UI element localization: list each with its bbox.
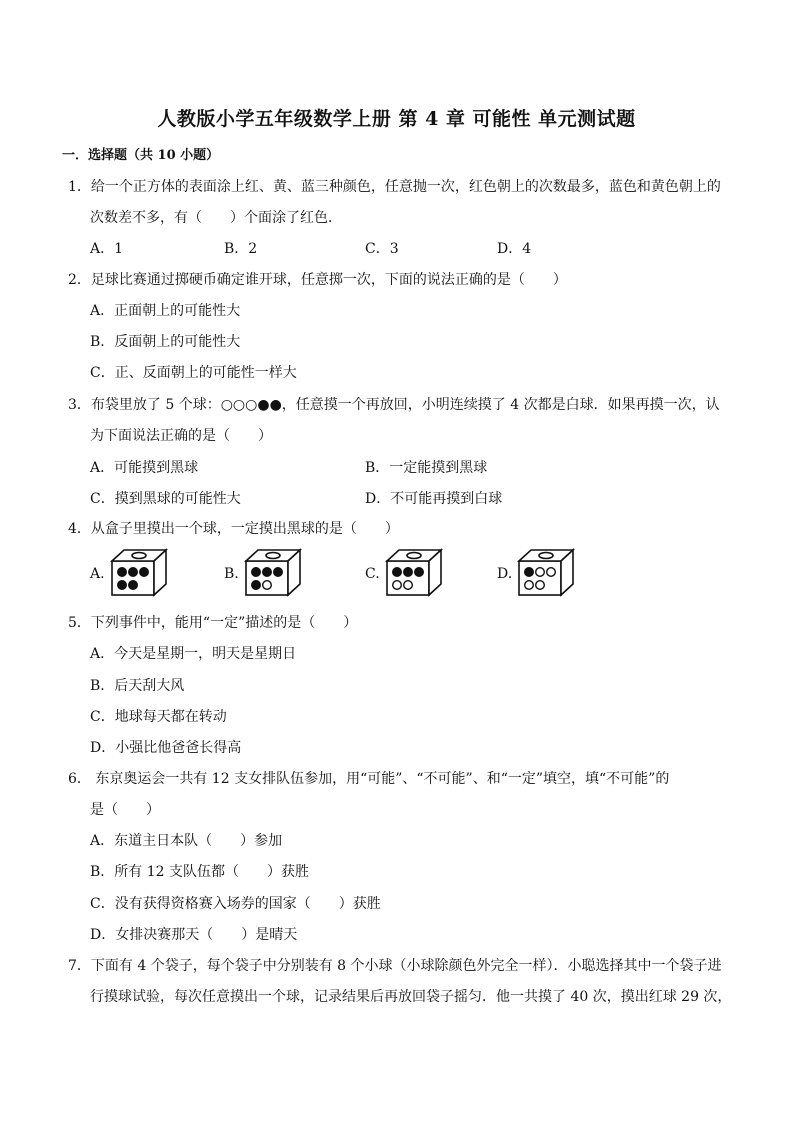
q5-option-d: D．小强比他爸爸长得高 — [90, 740, 242, 756]
black-ball — [404, 568, 413, 577]
document-title: 人教版小学五年级数学上册 第 4 章 可能性 单元测试题 — [157, 108, 636, 130]
box-opening — [407, 553, 421, 559]
black-ball — [393, 568, 402, 577]
q2-option-b: B．反面朝上的可能性大 — [90, 334, 241, 350]
white-ball — [404, 581, 413, 590]
section-heading: 一．选择题（共 10 小题） — [62, 148, 220, 163]
black-ball — [263, 568, 272, 577]
white-ball — [525, 581, 534, 590]
question-7-line-2: 行摸球试验，每次任意摸出一个球，记录结果后再放回袋子摇匀．他一共摸了 40 次，摸出红球 29 次， — [90, 989, 732, 1005]
q3-option-c: C．摸到黑球的可能性大 — [90, 491, 241, 507]
ball-box-a-figure — [110, 548, 172, 598]
black-ball — [118, 568, 127, 577]
q5-option-b: B．后天刮大风 — [90, 678, 185, 694]
question-3-line-1: 3．布袋里放了 5 个球：○○○●●，任意摸一个再放回，小明连续摸了 4 次都是白球．如果再摸一次，认 — [68, 397, 720, 413]
q3-option-a: A．可能摸到黑球 — [90, 460, 199, 476]
white-ball — [393, 581, 402, 590]
question-2-line-1: 2．足球比赛通过掷硬币确定谁开球，任意掷一次，下面的说法正确的是（ ） — [68, 272, 567, 288]
black-ball — [415, 568, 424, 577]
q4-option-b-label: B. — [224, 566, 239, 582]
question-6-line-1: 6． 东京奥运会一共有 12 支女排队伍参加，用“可能”、“不可能”、和“一定”填空，填“不可能”的 — [68, 771, 670, 787]
q3-option-b: B．一定能摸到黑球 — [365, 460, 488, 476]
black-ball — [140, 568, 149, 577]
q4-option-b — [224, 548, 354, 598]
white-ball — [536, 568, 545, 577]
black-ball — [129, 568, 138, 577]
black-ball — [252, 568, 261, 577]
question-6-line-2: 是（ ） — [90, 802, 160, 818]
black-ball — [525, 568, 534, 577]
ball-box-c-figure — [385, 548, 447, 598]
white-ball — [536, 581, 545, 590]
black-ball — [129, 581, 138, 590]
ball-box-d-figure — [517, 548, 579, 598]
q6-option-c: C．没有获得资格赛入场券的国家（ ）获胜 — [90, 896, 381, 912]
q4-option-c — [365, 548, 495, 598]
white-ball — [263, 581, 272, 590]
q6-option-a: A．东道主日本队（ ）参加 — [90, 833, 283, 849]
q6-option-b: B．所有 12 支队伍都（ ）获胜 — [90, 864, 310, 880]
box-opening — [539, 553, 553, 559]
black-ball — [274, 568, 283, 577]
q1-option-b: B．2 — [224, 241, 258, 257]
q5-option-c: C．地球每天都在转动 — [90, 709, 227, 725]
q4-option-a — [90, 548, 220, 598]
q6-option-d: D．女排决赛那天（ ）是晴天 — [90, 927, 298, 943]
question-5-line-1: 5．下列事件中，能用“一定”描述的是（ ） — [68, 615, 358, 631]
q1-option-a: A．1 — [90, 241, 124, 257]
question-1-line-1: 1．给一个正方体的表面涂上红、黄、蓝三种颜色，任意抛一次，红色朝上的次数最多，蓝色和黄色朝上的 — [68, 179, 721, 195]
box-opening — [132, 553, 146, 559]
q2-option-c: C．正、反面朝上的可能性一样大 — [90, 365, 297, 381]
ball-box-b-figure — [244, 548, 306, 598]
white-ball — [547, 568, 556, 577]
question-7-line-1: 7．下面有 4 个袋子，每个袋子中分别装有 8 个小球（小球除颜色外完全一样）．小聪选择其中一个袋子进 — [68, 958, 722, 974]
question-4-line-1: 4．从盒子里摸出一个球，一定摸出黑球的是（ ） — [68, 521, 399, 537]
black-ball — [252, 581, 261, 590]
black-ball — [118, 581, 127, 590]
q1-option-d: D．4 — [497, 241, 532, 257]
q4-option-c-label: C. — [365, 566, 380, 582]
q1-option-c: C．3 — [365, 241, 399, 257]
q4-option-a-label: A. — [90, 566, 105, 582]
question-3-line-2: 为下面说法正确的是（ ） — [90, 428, 272, 444]
question-1-line-2: 次数差不多，有（ ）个面涂了红色． — [90, 210, 342, 226]
box-opening — [266, 553, 280, 559]
q2-option-a: A．正面朝上的可能性大 — [90, 303, 241, 319]
q5-option-a: A．今天是星期一，明天是星期日 — [90, 646, 297, 662]
q3-option-d: D．不可能再摸到白球 — [365, 491, 503, 507]
q4-option-d-label: D. — [497, 566, 513, 582]
q4-option-d — [497, 548, 627, 598]
